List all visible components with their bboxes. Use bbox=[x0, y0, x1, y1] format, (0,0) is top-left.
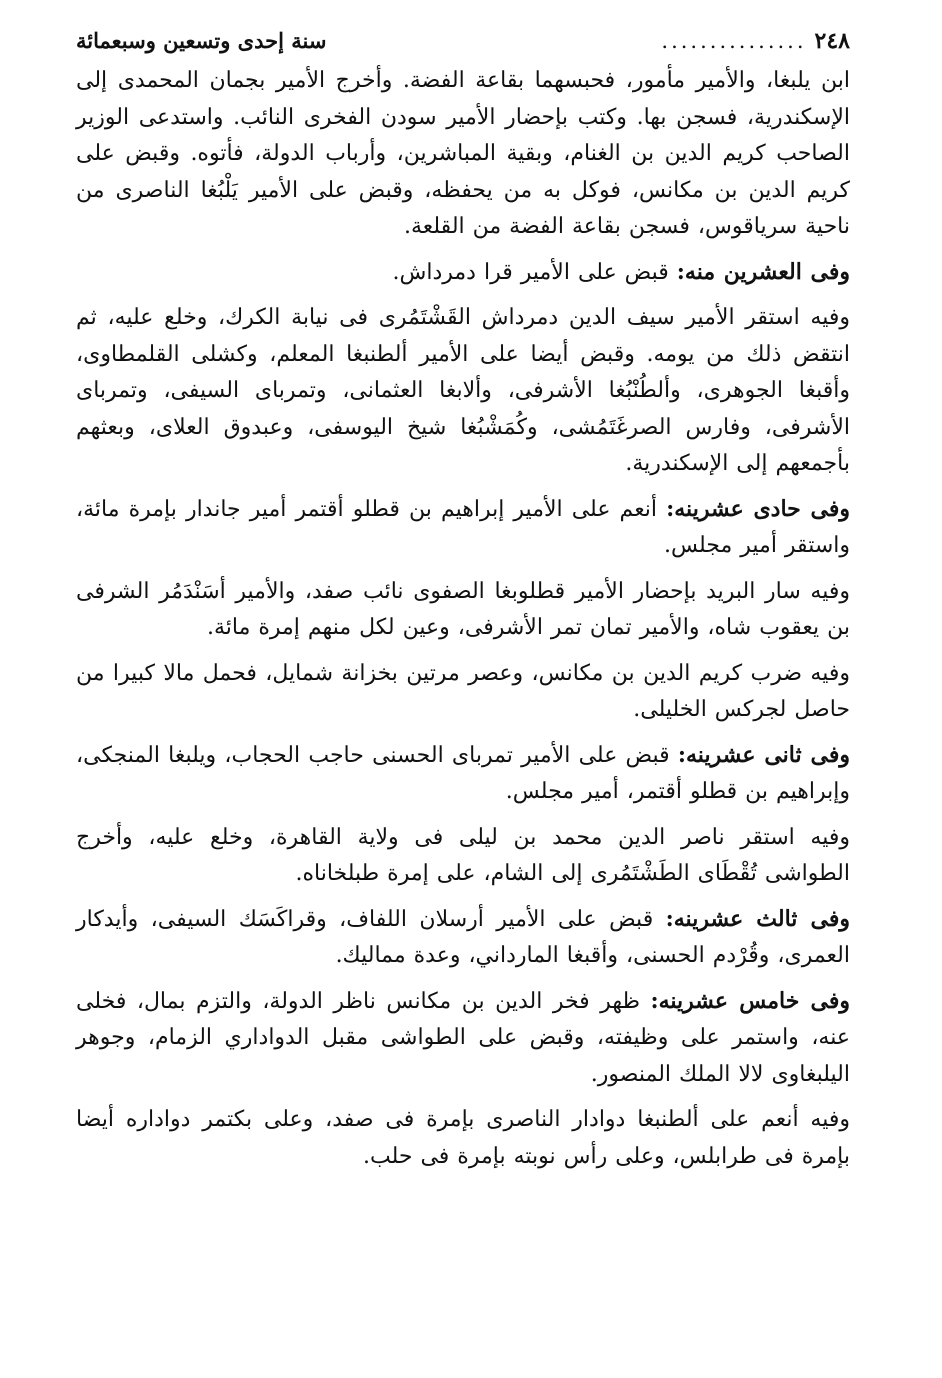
paragraph-text: وفيه أنعم على ألطنبغا دوادار الناصرى بإمرة فى صفد، وعلى بكتمر دواداره أيضا بإمرة فى طرابلس، وعلى رأس نوبته بإمرة فى حلب. bbox=[76, 1107, 850, 1169]
paragraph-text: ظهر فخر الدين بن مكانس ناظر الدولة، والتزم بمال، فخلى عنه، واستمر على وظيفته، وقبض على الطواشى مقبل الدواداري الزمام، وجوهر اليلبغاوى لالا الملك المنصور. bbox=[76, 988, 850, 1087]
paragraph-lead: وفى ثانى عشرينه: bbox=[677, 741, 850, 768]
paragraph bbox=[76, 983, 850, 1094]
running-header bbox=[76, 28, 850, 62]
paragraph bbox=[76, 819, 850, 893]
paragraph bbox=[76, 254, 850, 292]
page-body bbox=[76, 62, 850, 1175]
paragraph-text: وفيه ضرب كريم الدين بن مكانس، وعصر مرتين بخزانة شمايل، فحمل مالا كبيرا من حاصل لجركس الخليلى. bbox=[76, 660, 850, 722]
paragraph bbox=[76, 299, 850, 483]
paragraph-lead: وفى العشرين منه: bbox=[676, 258, 850, 285]
paragraph bbox=[76, 901, 850, 975]
chapter-title: سنة إحدى وتسعين وسبعمائة bbox=[76, 28, 327, 53]
paragraph bbox=[76, 655, 850, 729]
paragraph-text: أنعم على الأمير إبراهيم بن قطلو أقتمر أمير جاندار بإمرة مائة، واستقر أمير مجلس. bbox=[76, 496, 850, 558]
paragraph bbox=[76, 1101, 850, 1175]
page-number: ٢٤٨ bbox=[814, 28, 850, 54]
paragraph-text: قبض على الأمير قرا دمرداش. bbox=[392, 259, 677, 285]
paragraph-text: وفيه سار البريد بإحضار الأمير قطلوبغا الصفوى نائب صفد، والأمير أسَنْدَمُر الشرفى بن يعقوب شاه، والأمير تمان تمر الأشرفى، وعين لكل منهم إمرة مائة. bbox=[76, 578, 850, 640]
leader-dots: ............... bbox=[661, 29, 807, 53]
paragraph-text: وفيه استقر ناصر الدين محمد بن ليلى فى ولاية القاهرة، وخلع عليه، وأخرج الطواشى تُقْطَاى الطَشْتَمُرى إلى الشام، على إمرة طبلخاناه. bbox=[76, 824, 850, 886]
paragraph-text: ابن يلبغا، والأمير مأمور، فحبسهما بقاعة الفضة. وأخرج الأمير بجمان المحمدى إلى الإسكندرية، فسجن بها. وكتب بإحضار الأمير سودن الفخرى النائب. واستدعى الوزير الصاحب كريم الدين بن الغنام، وبقية المباشرين، وأرباب الدولة، فأتوه. وقبض على كريم الدين بن مكانس، فوكل به من يحفظه، وقبض على الأمير يَلْبُغا الناصرى من ناحية سرياقوس، فسجن بقاعة الفضة من القلعة. bbox=[76, 68, 850, 239]
paragraph-text: قبض على الأمير أرسلان اللفاف، وقراكَسَك السيفى، وأيدكار العمرى، وقُرْدم الحسنى، وأقبغا المارداني، وعدة مماليك. bbox=[76, 906, 850, 968]
paragraph-text: قبض على الأمير تمرباى الحسنى حاجب الحجاب، ويلبغا المنجكى، وإبراهيم بن قطلو أقتمر، أمير مجلس. bbox=[76, 742, 850, 804]
paragraph-lead: وفى حادى عشرينه: bbox=[666, 495, 851, 522]
paragraph-lead: وفى خامس عشرينه: bbox=[650, 987, 851, 1014]
paragraph bbox=[76, 62, 850, 246]
paragraph bbox=[76, 491, 850, 565]
paragraph bbox=[76, 737, 850, 811]
paragraph-text: وفيه استقر الأمير سيف الدين دمرداش القَشْتَمُرى فى نيابة الكرك، وخلع عليه، ثم انتقض ذلك من يومه. وقبض أيضا على الأمير ألطنبغا المعلم، وكشلى القلمطاوى، وأقبغا الجوهرى، وألطُنْبُغا الأشرفى، وألابغا العثمانى، وتمرباى السيفى، وتمرباى الأشرفى، وفارس الصرغَتَمُشى، وكُمَشْبُغا شيخ اليوسفى، وعبدوق العلاى، وبعثهم بأجمعهم إلى الإسكندرية. bbox=[76, 305, 850, 476]
paragraph-lead: وفى ثالث عشرينه: bbox=[665, 905, 850, 932]
paragraph bbox=[76, 573, 850, 647]
